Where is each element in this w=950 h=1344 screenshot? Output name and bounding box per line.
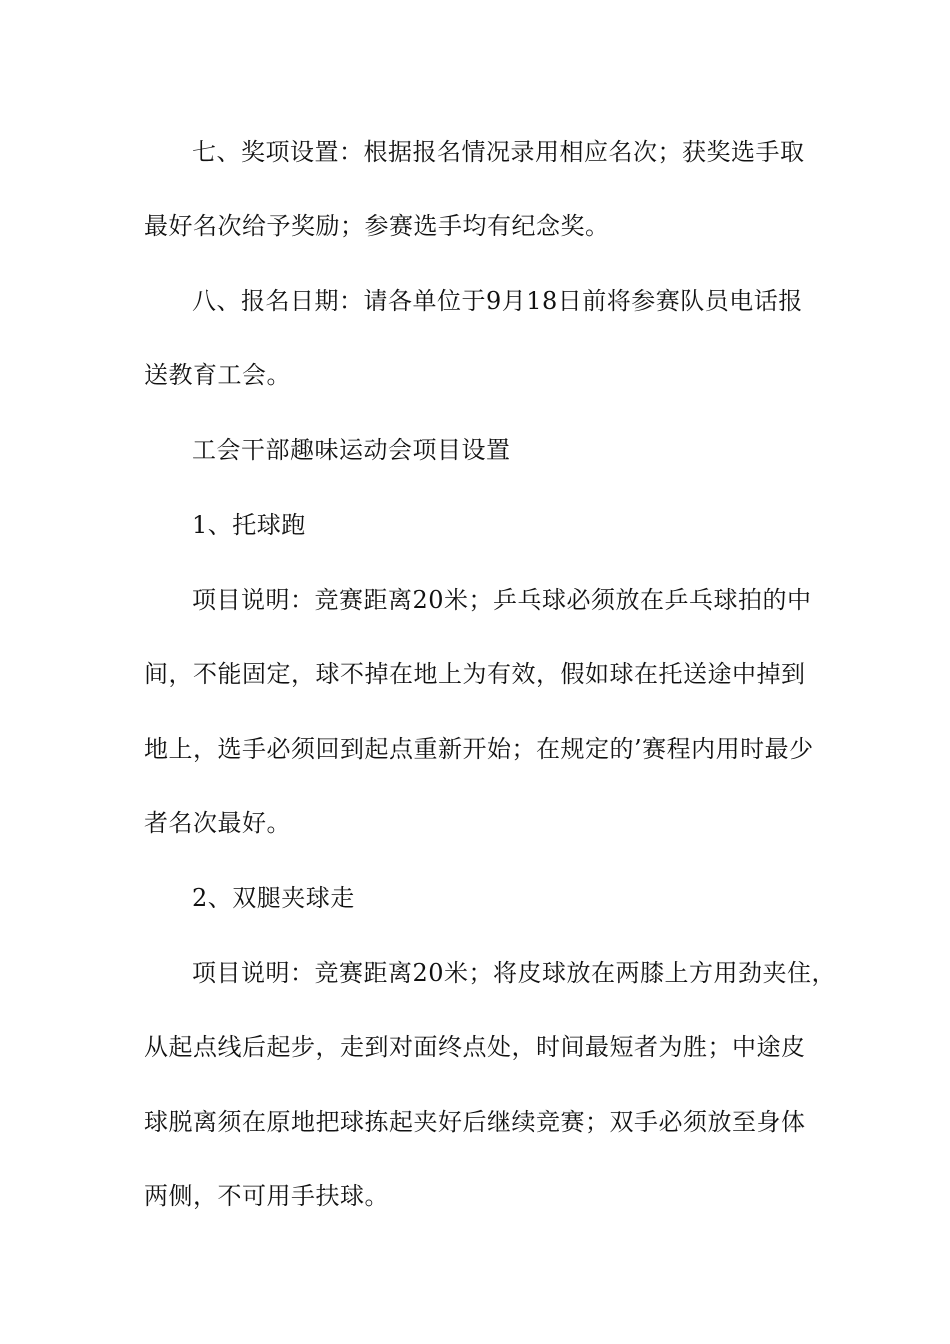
event-1-title: 1、托球跑 bbox=[192, 511, 306, 539]
events-heading: 工会干部趣味运动会项目设置 bbox=[192, 436, 511, 464]
section-7-awards-line-2: 最好名次给予奖励；参赛选手均有纪念奖。 bbox=[144, 212, 610, 240]
section-8-registration-line-2: 送教育工会。 bbox=[144, 361, 291, 389]
event-2-description-line-1: 项目说明：竞赛距离20米；将皮球放在两膝上方用劲夹住， bbox=[192, 959, 837, 987]
event-2-description-line-3: 球脱离须在原地把球拣起夹好后继续竞赛；双手必须放至身体 bbox=[144, 1108, 806, 1136]
event-1-description-line-3: 地上，选手必须回到起点重新开始；在规定的’赛程内用时最少 bbox=[144, 735, 814, 763]
event-2-description-line-2: 从起点线后起步，走到对面终点处，时间最短者为胜；中途皮 bbox=[144, 1033, 806, 1061]
event-1-description-line-1: 项目说明：竞赛距离20米；乒乓球必须放在乒乓球拍的中 bbox=[192, 586, 812, 614]
event-1-description-line-2: 间，不能固定，球不掉在地上为有效，假如球在托送途中掉到 bbox=[144, 660, 806, 688]
event-2-description-line-4: 两侧，不可用手扶球。 bbox=[144, 1182, 389, 1210]
event-2-title: 2、双腿夹球走 bbox=[192, 884, 355, 912]
event-1-description-line-4: 者名次最好。 bbox=[144, 809, 291, 837]
section-8-registration-line-1: 八、报名日期：请各单位于9月18日前将参赛队员电话报 bbox=[192, 287, 803, 315]
section-7-awards-line-1: 七、奖项设置：根据报名情况录用相应名次；获奖选手取 bbox=[192, 138, 805, 166]
